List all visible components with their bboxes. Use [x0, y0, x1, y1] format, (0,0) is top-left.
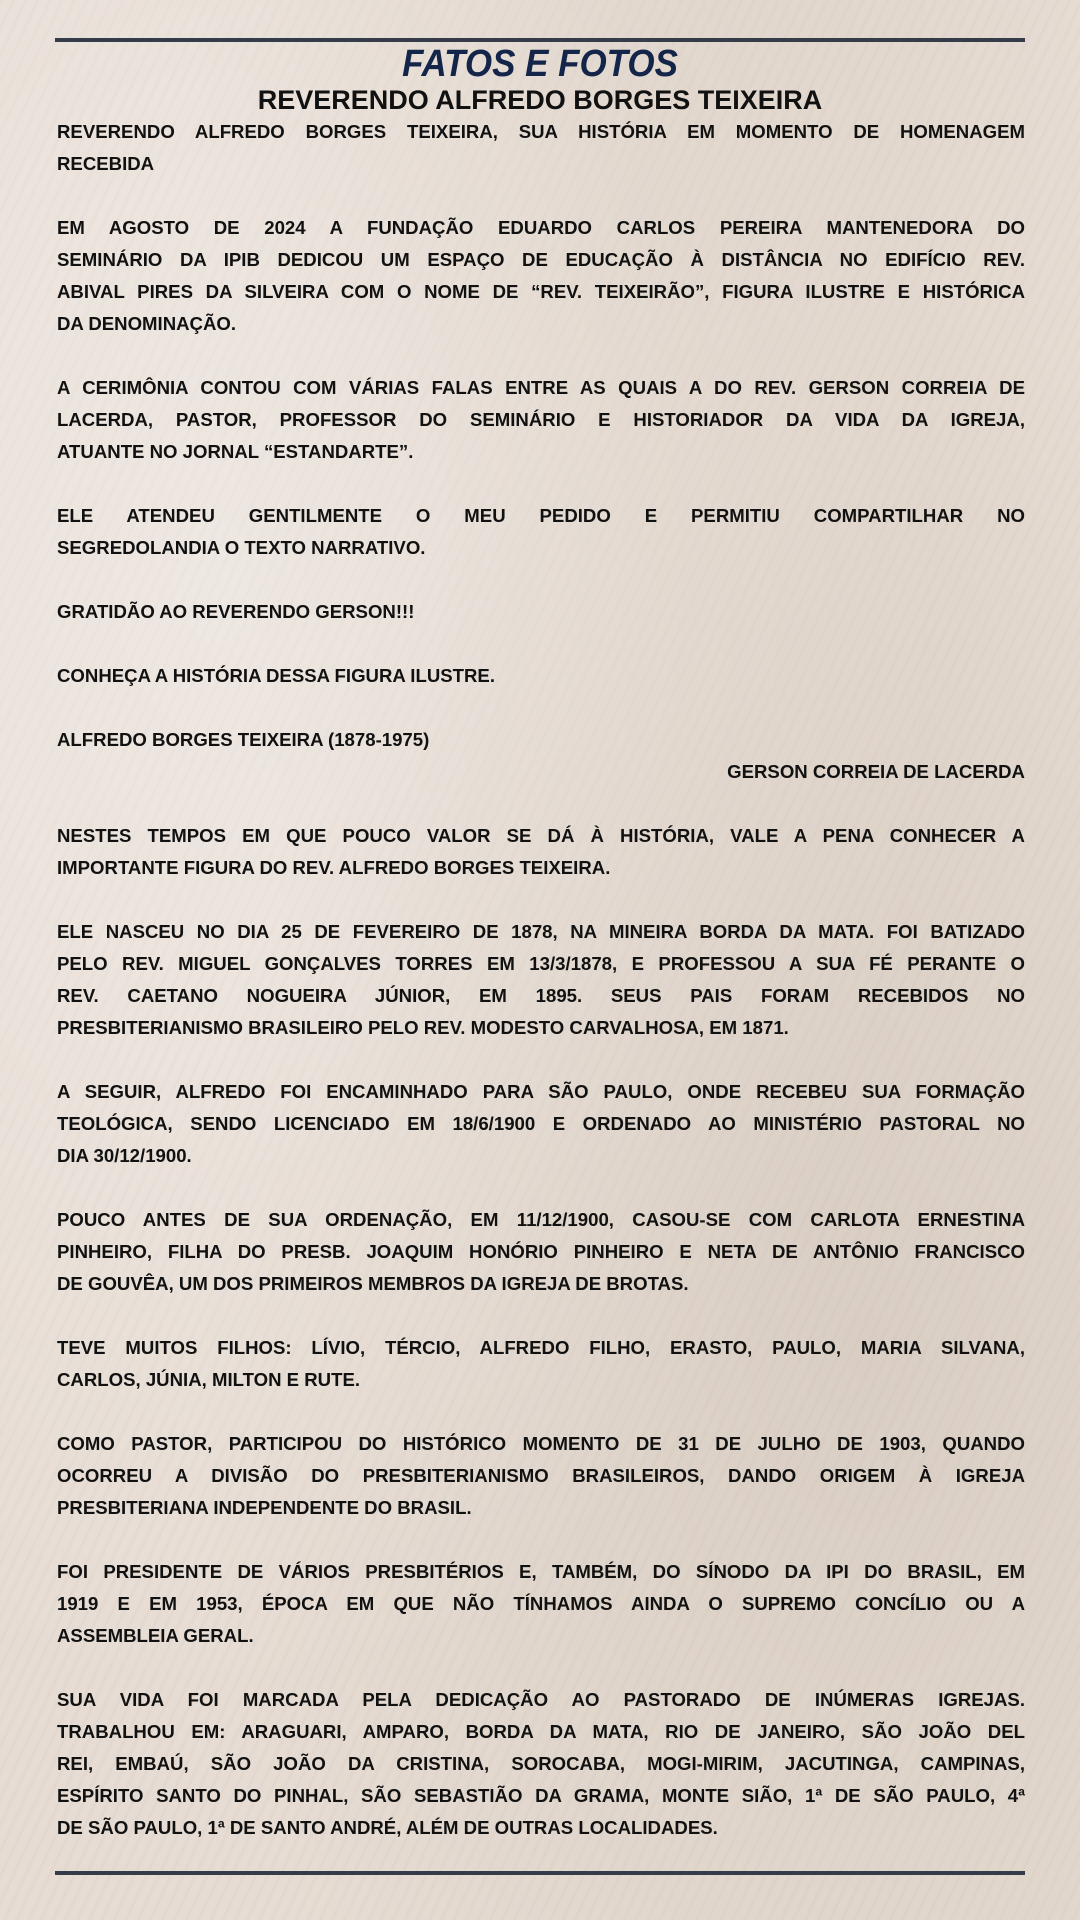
paragraph-line: ELE NASCEU NO DIA 25 DE FEVEREIRO DE 1878, NA MINEIRA BORDA DA MATA. FOI BATIZADO	[57, 921, 1025, 942]
paragraph-line: CONHEÇA A HISTÓRIA DESSA FIGURA ILUSTRE.	[57, 665, 495, 686]
page-subtitle: REVERENDO ALFREDO BORGES TEIXEIRA	[257, 85, 823, 115]
paragraph-line: POUCO ANTES DE SUA ORDENAÇÃO, EM 11/12/1900, CASOU-SE COM CARLOTA ERNESTINA	[57, 1209, 1025, 1230]
paragraph-gap	[57, 468, 1025, 500]
paragraph	[57, 116, 1025, 180]
paragraph-gap	[57, 628, 1025, 660]
paragraph-line: ABIVAL PIRES DA SILVEIRA COM O NOME DE “REV. TEIXEIRÃO”, FIGURA ILUSTRE E HISTÓRICA	[57, 281, 1025, 302]
paragraph-line: REVERENDO ALFREDO BORGES TEIXEIRA, SUA HISTÓRIA EM MOMENTO DE HOMENAGEM	[57, 121, 1025, 142]
paragraph-line: PINHEIRO, FILHA DO PRESB. JOAQUIM HONÓRIO PINHEIRO E NETA DE ANTÔNIO FRANCISCO	[57, 1241, 1025, 1262]
paragraph-gap	[57, 1524, 1025, 1556]
paragraph-line: COMO PASTOR, PARTICIPOU DO HISTÓRICO MOMENTO DE 31 DE JULHO DE 1903, QUANDO	[57, 1433, 1025, 1454]
paragraph	[57, 916, 1025, 1044]
paragraph-line: PELO REV. MIGUEL GONÇALVES TORRES EM 13/3/1878, E PROFESSOU A SUA FÉ PERANTE O	[57, 953, 1025, 974]
author-byline: GERSON CORREIA DE LACERDA	[727, 761, 1025, 782]
paragraph-line: A SEGUIR, ALFREDO FOI ENCAMINHADO PARA SÃO PAULO, ONDE RECEBEU SUA FORMAÇÃO	[57, 1081, 1025, 1102]
paragraph-line: CARLOS, JÚNIA, MILTON E RUTE.	[57, 1369, 361, 1390]
paragraph-line: ATUANTE NO JORNAL “ESTANDARTE”.	[57, 441, 414, 462]
paragraph-line: GRATIDÃO AO REVERENDO GERSON!!!	[57, 601, 415, 622]
paragraph-line: PRESBITERIANA INDEPENDENTE DO BRASIL.	[57, 1497, 472, 1518]
paragraph-gap	[57, 1044, 1025, 1076]
paragraph-gap	[57, 1396, 1025, 1428]
paragraph-line: TEVE MUITOS FILHOS: LÍVIO, TÉRCIO, ALFREDO FILHO, ERASTO, PAULO, MARIA SILVANA,	[57, 1337, 1025, 1358]
paragraph	[57, 1204, 1025, 1300]
paragraph	[57, 1428, 1025, 1524]
paragraph-gap	[57, 1652, 1025, 1684]
paragraph-gap	[57, 1172, 1025, 1204]
paragraph-gap	[57, 180, 1025, 212]
paragraph-line: REV. CAETANO NOGUEIRA JÚNIOR, EM 1895. SEUS PAIS FORAM RECEBIDOS NO	[57, 985, 1025, 1006]
paragraph-line: LACERDA, PASTOR, PROFESSOR DO SEMINÁRIO E HISTORIADOR DA VIDA DA IGREJA,	[57, 409, 1025, 430]
paragraph	[57, 1556, 1025, 1652]
paragraph-gap	[57, 564, 1025, 596]
paragraph-line: EM AGOSTO DE 2024 A FUNDAÇÃO EDUARDO CARLOS PEREIRA MANTENEDORA DO	[57, 217, 1025, 238]
paragraph-line: SEGREDOLANDIA O TEXTO NARRATIVO.	[57, 537, 426, 558]
paragraph	[57, 1684, 1025, 1844]
paragraph	[57, 1332, 1025, 1396]
paragraph	[57, 372, 1025, 468]
paragraph	[57, 212, 1025, 340]
paragraph-line: 1919 E EM 1953, ÉPOCA EM QUE NÃO TÍNHAMOS AINDA O SUPREMO CONCÍLIO OU A	[57, 1593, 1025, 1614]
paragraph-gap	[57, 340, 1025, 372]
paragraph-line: OCORREU A DIVISÃO DO PRESBITERIANISMO BRASILEIROS, DANDO ORIGEM À IGREJA	[57, 1465, 1025, 1486]
paragraph-line: DIA 30/12/1900.	[57, 1145, 192, 1166]
paragraph-line: ELE ATENDEU GENTILMENTE O MEU PEDIDO E PERMITIU COMPARTILHAR NO	[57, 505, 1025, 526]
paragraph-line: FOI PRESIDENTE DE VÁRIOS PRESBITÉRIOS E, TAMBÉM, DO SÍNODO DA IPI DO BRASIL, EM	[57, 1561, 1025, 1582]
paragraph-line: TEOLÓGICA, SENDO LICENCIADO EM 18/6/1900 E ORDENADO AO MINISTÉRIO PASTORAL NO	[57, 1113, 1025, 1134]
paragraph-line: ESPÍRITO SANTO DO PINHAL, SÃO SEBASTIÃO DA GRAMA, MONTE SIÃO, 1ª DE SÃO PAULO, 4ª	[57, 1785, 1025, 1806]
paragraph-line: REI, EMBAÚ, SÃO JOÃO DA CRISTINA, SOROCABA, MOGI-MIRIM, JACUTINGA, CAMPINAS,	[57, 1753, 1025, 1774]
paragraph-gap	[57, 692, 1025, 724]
paragraph-line: RECEBIDA	[57, 153, 155, 174]
paragraph-line: PRESBITERIANISMO BRASILEIRO PELO REV. MODESTO CARVALHOSA, EM 1871.	[57, 1017, 789, 1038]
paragraph	[57, 500, 1025, 564]
paragraph-line: NESTES TEMPOS EM QUE POUCO VALOR SE DÁ À HISTÓRIA, VALE A PENA CONHECER A	[57, 825, 1025, 846]
paragraph-gap	[57, 788, 1025, 820]
paragraph-gap	[57, 1300, 1025, 1332]
paragraph	[57, 596, 1025, 628]
paragraph	[57, 820, 1025, 884]
paragraph-line: A CERIMÔNIA CONTOU COM VÁRIAS FALAS ENTRE AS QUAIS A DO REV. GERSON CORREIA DE	[57, 377, 1025, 398]
bottom-divider	[55, 1871, 1025, 1875]
paragraph-line: IMPORTANTE FIGURA DO REV. ALFREDO BORGES TEIXEIRA.	[57, 857, 611, 878]
paragraph-line: TRABALHOU EM: ARAGUARI, AMPARO, BORDA DA MATA, RIO DE JANEIRO, SÃO JOÃO DEL	[57, 1721, 1025, 1742]
paragraph	[57, 724, 1025, 788]
article-body	[57, 116, 1025, 1844]
paragraph-line: SEMINÁRIO DA IPIB DEDICOU UM ESPAÇO DE EDUCAÇÃO À DISTÂNCIA NO EDIFÍCIO REV.	[57, 249, 1025, 270]
paragraph-line: SUA VIDA FOI MARCADA PELA DEDICAÇÃO AO PASTORADO DE INÚMERAS IGREJAS.	[57, 1689, 1025, 1710]
paragraph-line: ASSEMBLEIA GERAL.	[57, 1625, 254, 1646]
paragraph-line: DE GOUVÊA, UM DOS PRIMEIROS MEMBROS DA IGREJA DE BROTAS.	[57, 1273, 689, 1294]
paragraph	[57, 1076, 1025, 1172]
paragraph	[57, 660, 1025, 692]
page-title: FATOS E FOTOS	[402, 43, 678, 85]
paragraph-gap	[57, 884, 1025, 916]
paragraph-line: DA DENOMINAÇÃO.	[57, 313, 237, 334]
paragraph-line: ALFREDO BORGES TEIXEIRA (1878-1975)	[57, 729, 430, 750]
paragraph-line: DE SÃO PAULO, 1ª DE SANTO ANDRÉ, ALÉM DE OUTRAS LOCALIDADES.	[57, 1817, 718, 1838]
